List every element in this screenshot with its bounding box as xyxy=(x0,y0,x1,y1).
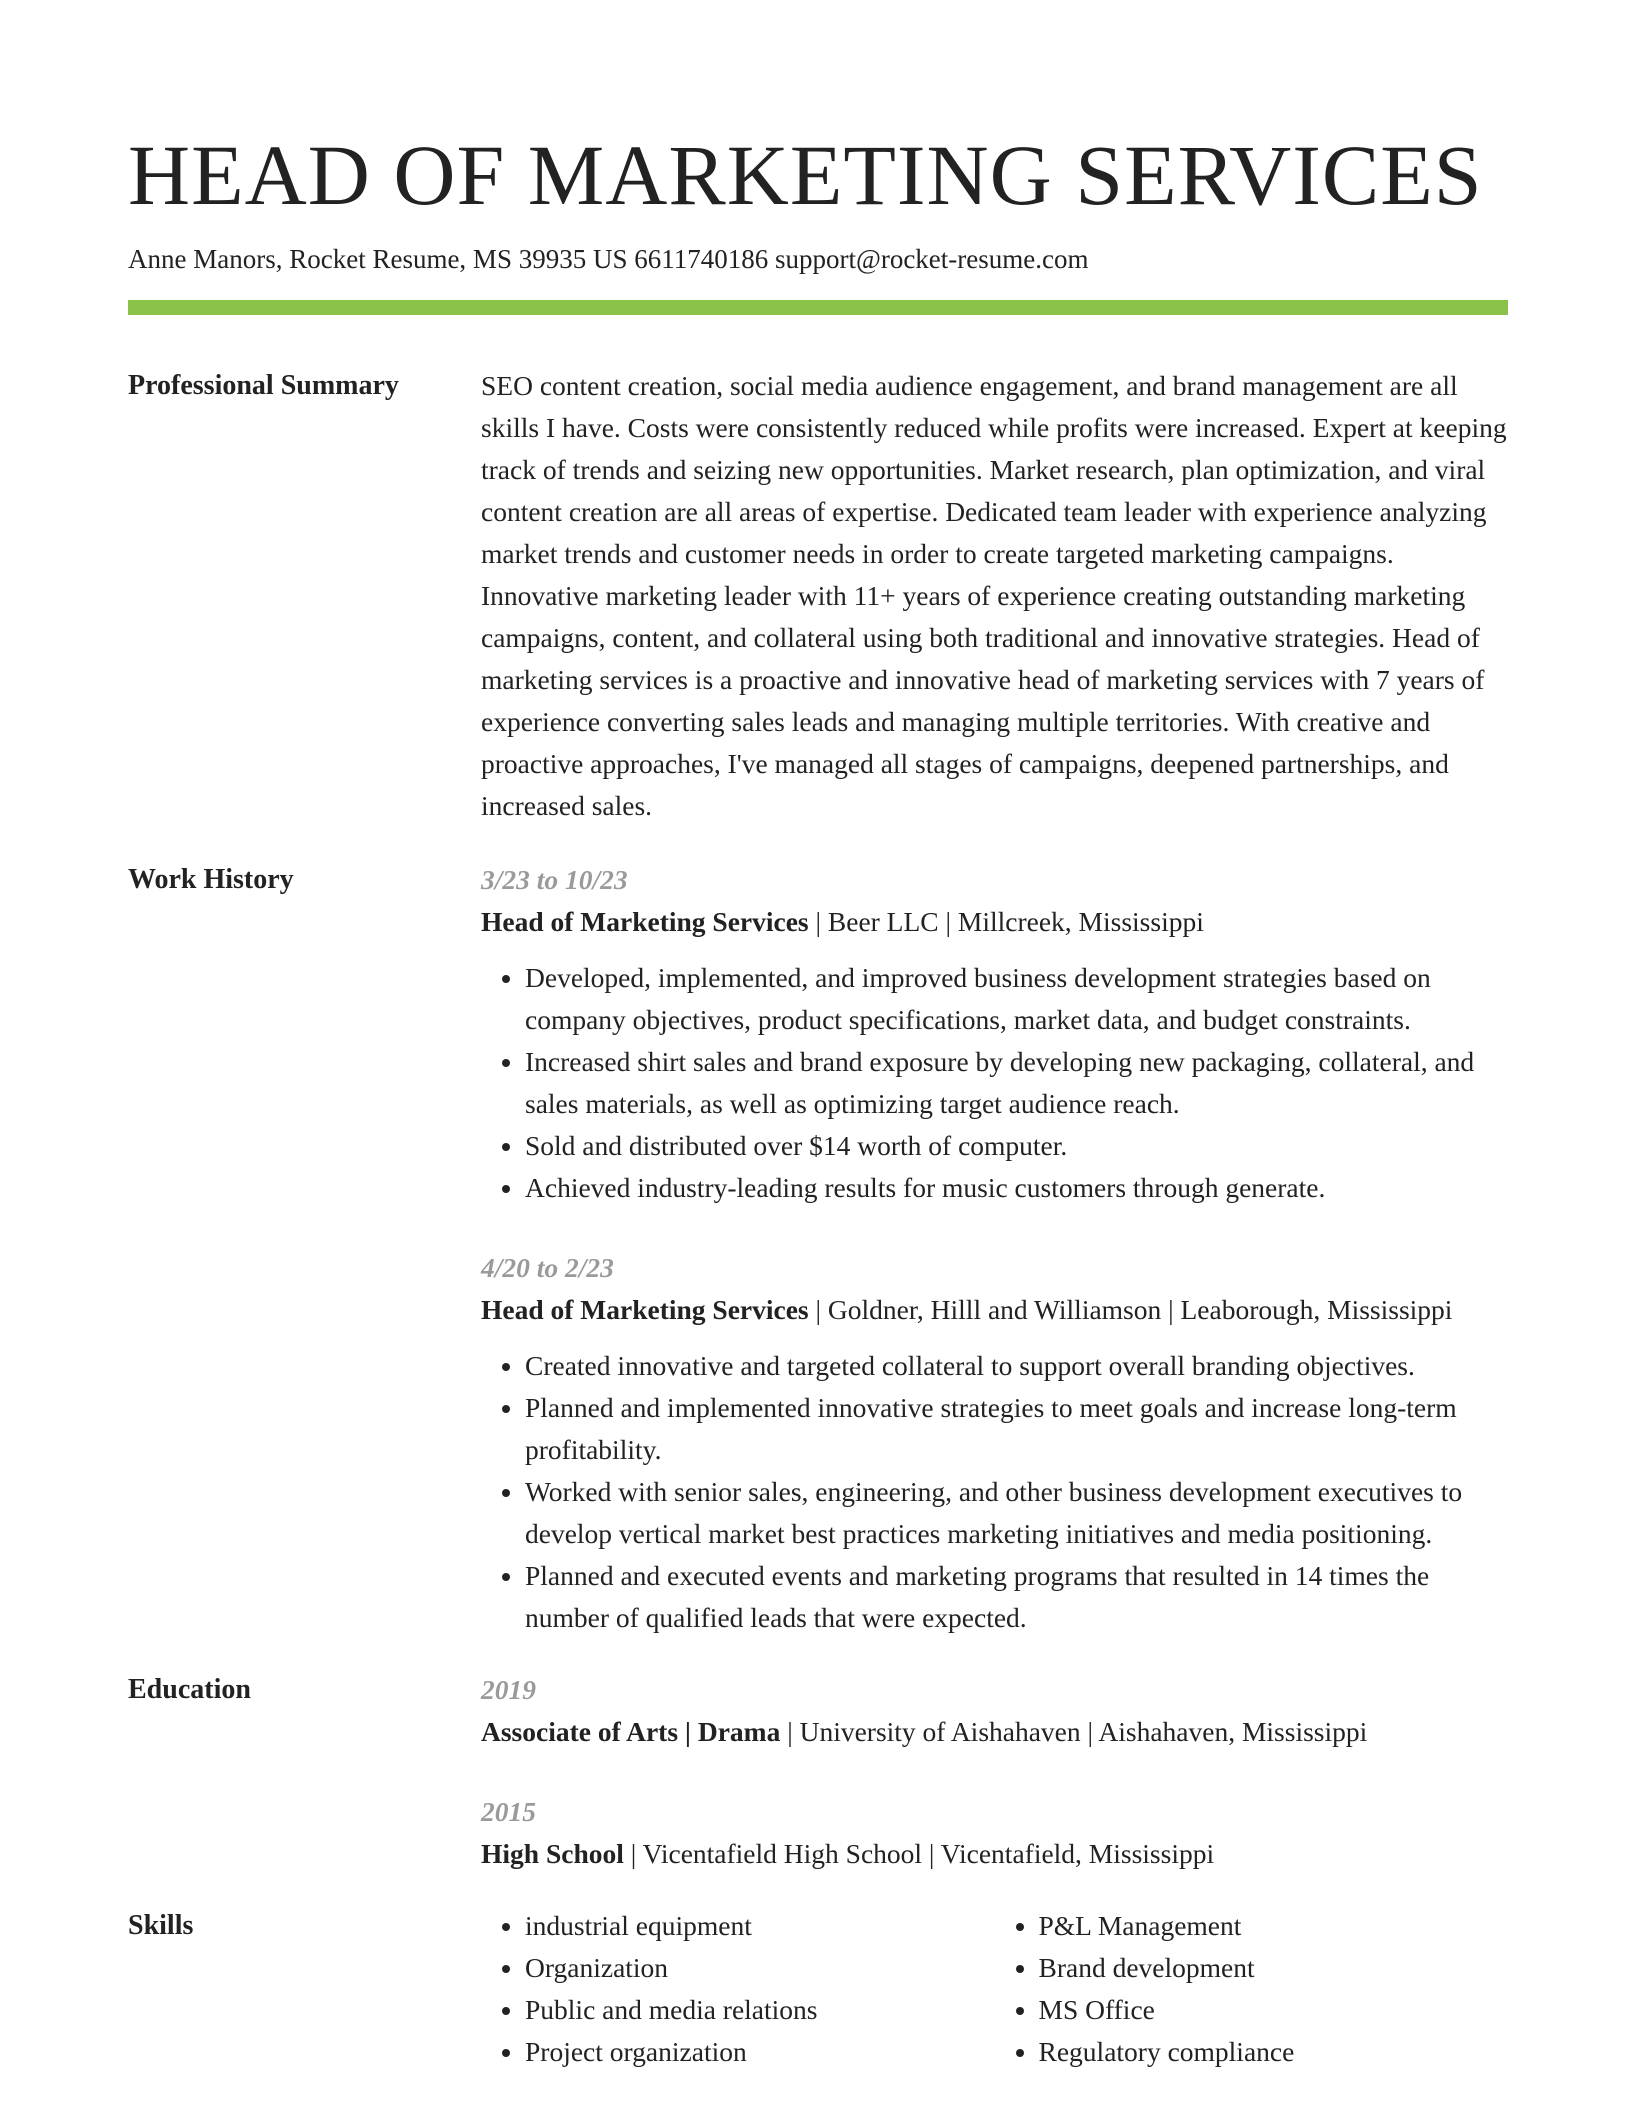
skills-column-left xyxy=(481,1905,995,2073)
skills-column-right xyxy=(995,1905,1509,2073)
skills-body xyxy=(481,1905,1508,2073)
summary-heading: Professional Summary xyxy=(128,370,399,401)
work-history-body xyxy=(481,859,1508,1639)
education-heading: Education xyxy=(128,1674,251,1705)
education-year: 2015 xyxy=(481,1796,536,1827)
skill-item: • MS Office xyxy=(1039,1989,1509,2031)
education-section xyxy=(128,1669,1508,1875)
education-entry xyxy=(481,1669,1508,1753)
job-entry xyxy=(481,1247,1508,1639)
skill-item: • P&L Management xyxy=(1039,1905,1509,1947)
summary-text: SEO content creation, social media audience engagement, and brand management are all skills I have. Costs were consistently reduced while profits were increased. Expert at keeping track of trends and seizing new opportunities. Market research, plan optimization, and viral content creation are all areas of expertise. Dedicated team leader with experience analyzing market trends and customer needs in order to create targeted marketing campaigns. Innovative marketing leader with 11+ years of experience creating outstanding marketing campaigns, content, and collateral using both traditional and innovative strategies. Head of marketing services is a proactive and innovative head of marketing services with 7 years of experience converting sales leads and managing multiple territories. With creative and proactive approaches, I've managed all stages of campaigns, deepened partnerships, and increased sales. xyxy=(481,370,1507,821)
skill-item: • Brand development xyxy=(1039,1947,1509,1989)
job-title-line xyxy=(481,1289,1508,1331)
job-dates: 3/23 to 10/23 xyxy=(481,864,628,895)
job-bullet: • Sold and distributed over $14 worth of computer. xyxy=(525,1125,1508,1167)
job-role: Head of Marketing Services xyxy=(481,906,809,937)
education-year: 2019 xyxy=(481,1674,536,1705)
job-title-line xyxy=(481,901,1508,943)
skill-item: • Regulatory compliance xyxy=(1039,2031,1509,2073)
job-bullet: • Developed, implemented, and improved business development strategies based on company objectives, product specifications, market data, and budget constraints. xyxy=(525,957,1508,1041)
work-history-section xyxy=(128,859,1508,1639)
contact-line: Anne Manors, Rocket Resume, MS 39935 US 6611740186 support@rocket-resume.com xyxy=(128,244,1089,274)
header-divider xyxy=(128,300,1508,315)
summary-section xyxy=(128,365,1508,827)
resume-title: HEAD OF MARKETING SERVICES xyxy=(128,127,1483,223)
education-details: | University of Aishahaven | Aishahaven, Mississippi xyxy=(780,1716,1368,1747)
education-degree: Associate of Arts | Drama xyxy=(481,1716,781,1747)
skill-item: • Organization xyxy=(525,1947,995,1989)
education-details: | Vicentafield High School | Vicentafield, Mississippi xyxy=(623,1838,1215,1869)
job-bullet: • Increased shirt sales and brand exposure by developing new packaging, collateral, and sales materials, as well as optimizing target audience reach. xyxy=(525,1041,1508,1125)
job-details: | Goldner, Hilll and Williamson | Leaborough, Mississippi xyxy=(808,1294,1453,1325)
resume-page xyxy=(128,0,1508,2073)
education-body xyxy=(481,1669,1508,1875)
education-line xyxy=(481,1711,1508,1753)
education-line xyxy=(481,1833,1508,1875)
job-bullet: • Planned and executed events and marketing programs that resulted in 14 times the number of qualified leads that were expected. xyxy=(525,1555,1508,1639)
job-dates: 4/20 to 2/23 xyxy=(481,1252,614,1283)
job-entry xyxy=(481,859,1508,1209)
job-bullet: • Created innovative and targeted collateral to support overall branding objectives. xyxy=(525,1345,1508,1387)
skill-item: • Project organization xyxy=(525,2031,995,2073)
work-history-heading: Work History xyxy=(128,864,294,895)
job-details: | Beer LLC | Millcreek, Mississippi xyxy=(808,906,1204,937)
skills-heading: Skills xyxy=(128,1910,194,1941)
job-bullet: • Worked with senior sales, engineering, and other business development executives to develop vertical market best practices marketing initiatives and media positioning. xyxy=(525,1471,1508,1555)
skill-item: • Public and media relations xyxy=(525,1989,995,2031)
job-bullets xyxy=(481,1345,1508,1639)
job-bullet: • Planned and implemented innovative strategies to meet goals and increase long-term profitability. xyxy=(525,1387,1508,1471)
job-bullets xyxy=(481,957,1508,1209)
skills-section xyxy=(128,1905,1508,2073)
skill-item: • industrial equipment xyxy=(525,1905,995,1947)
education-entry xyxy=(481,1791,1508,1875)
job-role: Head of Marketing Services xyxy=(481,1294,809,1325)
job-bullet: • Achieved industry-leading results for music customers through generate. xyxy=(525,1167,1508,1209)
summary-body xyxy=(481,365,1508,827)
education-degree: High School xyxy=(481,1838,624,1869)
skills-grid xyxy=(481,1905,1508,2073)
